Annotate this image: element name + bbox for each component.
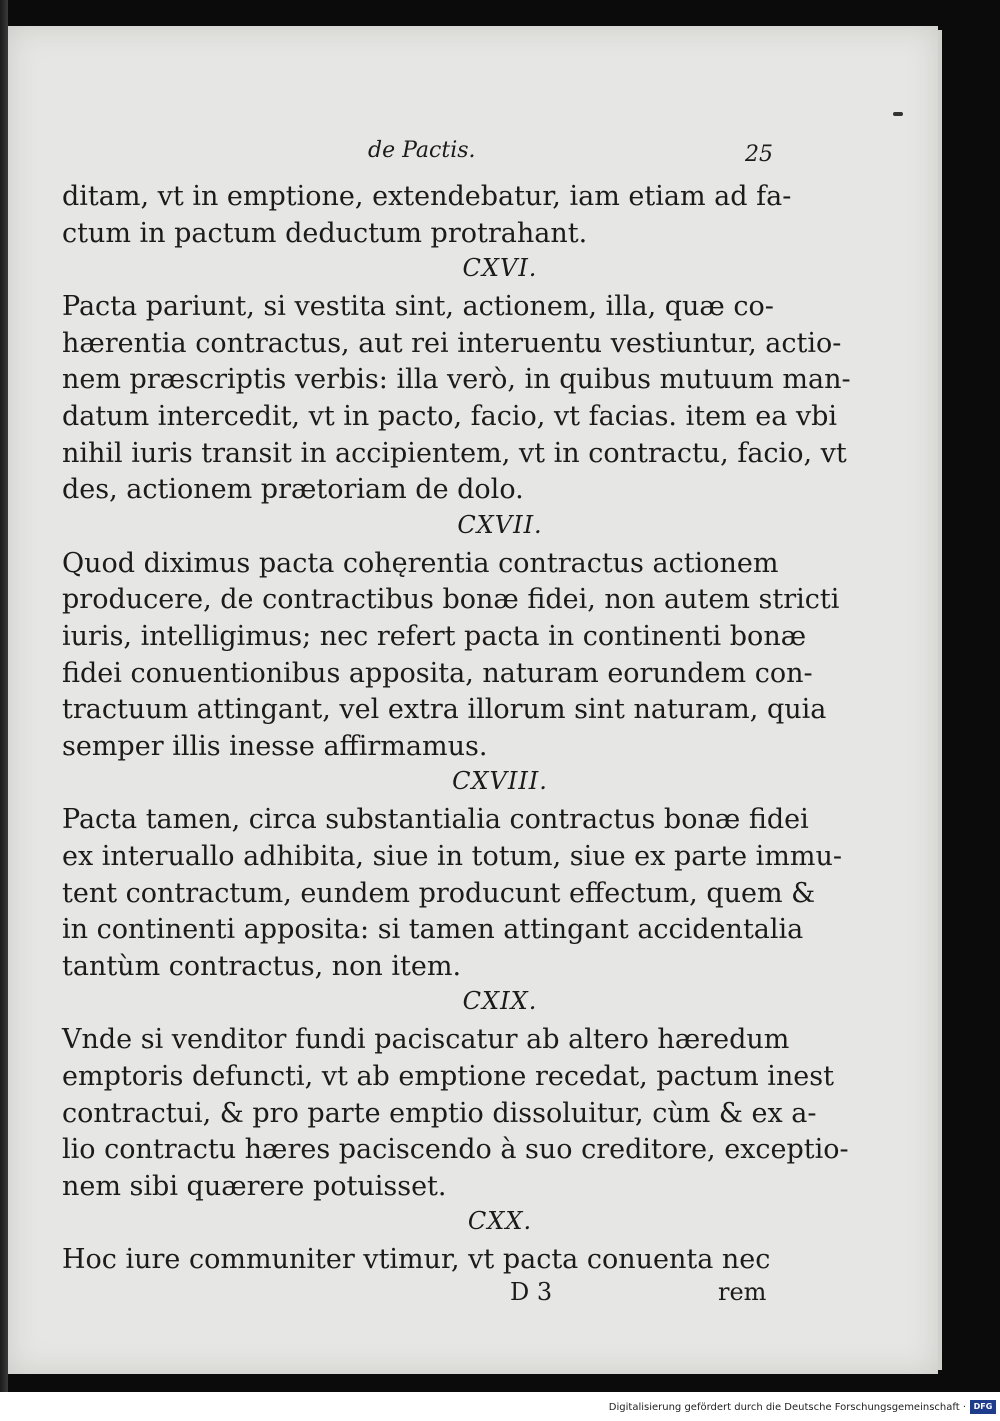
section-number: CXVIII. [452,767,548,796]
text-line: datum intercedit, vt in pacto, facio, vt facias. item ea vbi [62,400,838,432]
paragraph [62,289,851,509]
text-line: nihil iuris transit in accipientem, vt in contractu, facio, vt [62,437,847,469]
text-line: in continenti apposita: si tamen attingant accidentalia [62,914,804,946]
text-line: ditam, vt in emptione, extendebatur, iam etiam ad fa- [62,181,792,212]
section-number: CXVII. [457,510,543,539]
paragraph [62,1242,770,1279]
text-line: tent contractum, eundem producunt effectum, quem & [62,877,816,909]
catchword: rem [718,1278,767,1306]
running-head: de Pactis. [368,138,476,163]
section-number: CXVI. [462,254,538,283]
text-line: Pacta pariunt, si vestita sint, actionem, illa, quæ co- [62,291,774,323]
text-line: nem præscriptis verbis: illa verò, in quibus mutuum man- [62,364,851,396]
text-line: contractui, & pro parte emptio dissoluitur, cùm & ex a- [62,1097,817,1129]
paragraph [62,179,792,252]
book-spine [0,0,8,1392]
text-line: emptoris defuncti, vt ab emptione recedat, pactum inest [62,1060,834,1092]
ink-mark [893,112,903,116]
text-line: producere, de contractibus bonæ fidei, non autem stricti [62,584,840,616]
paragraph [62,546,840,766]
text-line: ex interuallo adhibita, siue in totum, siue ex parte immu- [62,840,843,872]
text-line: semper illis inesse affirmamus. [62,730,488,762]
page-header [0,130,1000,170]
section-number: CXIX. [462,987,538,1016]
text-line: Quod diximus pacta cohęrentia contractus actionem [62,547,779,579]
text-line: tractuum attingant, vel extra illorum sint naturam, quia [62,694,827,726]
text-line: lio contractu hæres paciscendo à suo creditore, exceptio- [62,1134,849,1166]
page-number: 25 [745,142,773,167]
text-line: Pacta tamen, circa substantialia contractus bonæ fidei [62,804,809,836]
page-edge [938,30,942,1370]
text-line: ctum in pactum deductum protrahant. [62,217,588,249]
text-line: fidei conuentionibus apposita, naturam eorundem con- [62,657,813,689]
paragraph [62,802,843,985]
text-line: iuris, intelligimus; nec refert pacta in continenti bonæ [62,620,807,652]
text-line: nem sibi quærere potuisset. [62,1170,447,1202]
text-line: Hoc iure communiter vtimur, vt pacta conuenta nec [62,1244,771,1276]
paragraph [62,1022,849,1205]
section-number: CXX. [467,1207,533,1236]
dfg-logo: DFG [970,1400,996,1414]
text-line: hærentia contractus, aut rei interuentu vestiuntur, actio- [62,327,842,359]
digitization-credit: Digitalisierung gefördert durch die Deutsche Forschungsgemeinschaft · [608,1402,966,1413]
text-line: Vnde si venditor fundi paciscatur ab altero hæredum [62,1024,790,1056]
signature-mark: D 3 [510,1278,553,1306]
text-line: des, actionem prætoriam de dolo. [62,474,524,506]
text-line: tantùm contractus, non item. [62,950,462,982]
